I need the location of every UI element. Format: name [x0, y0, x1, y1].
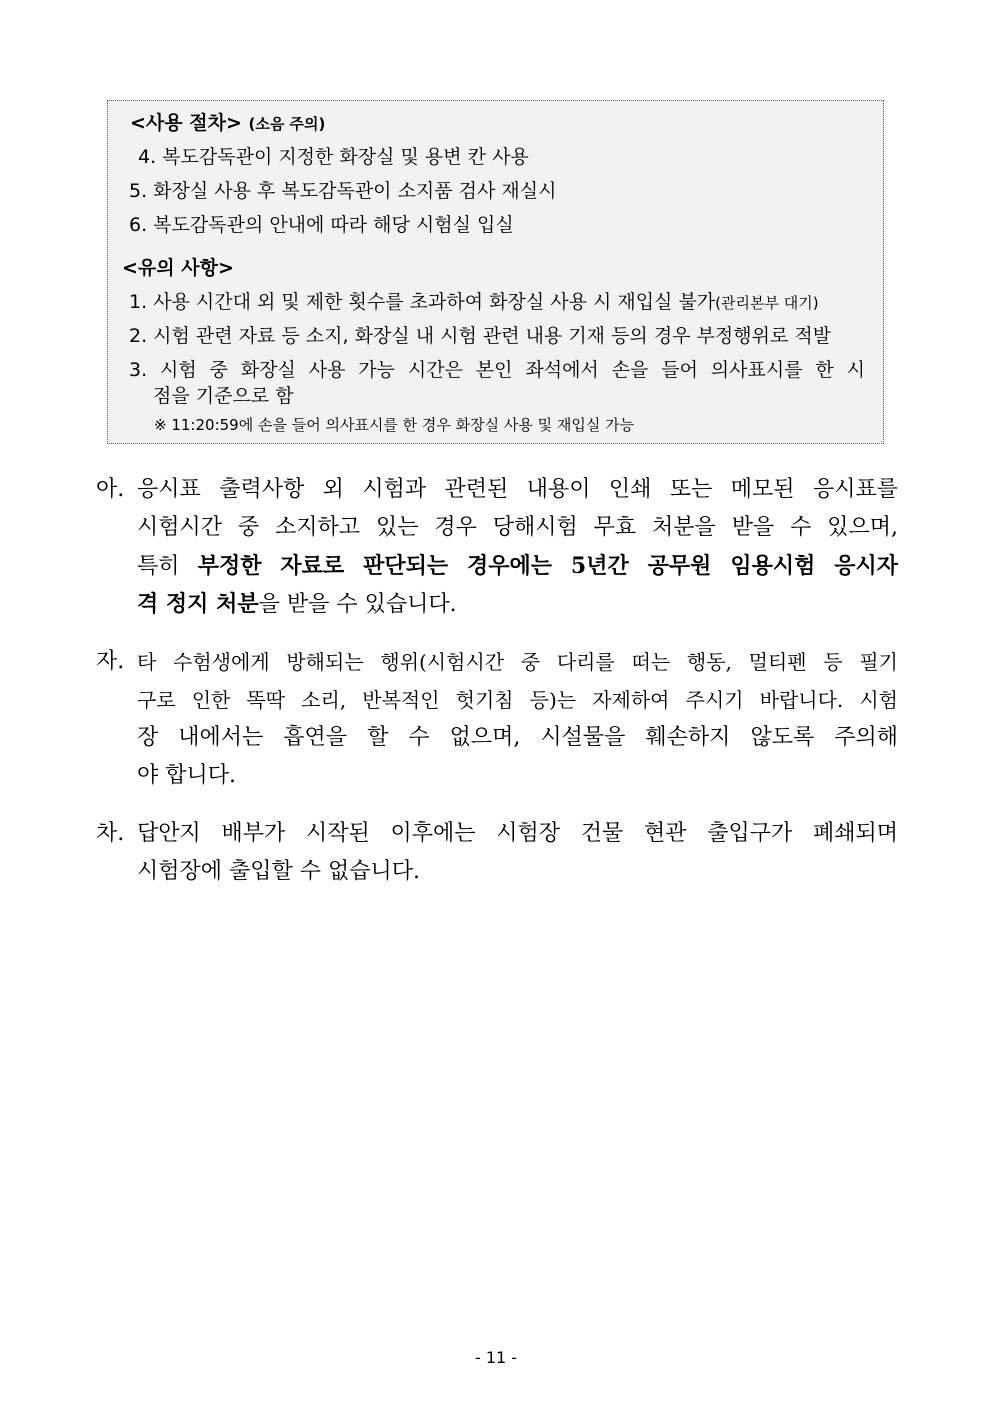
- paragraph-b-row-4: [96, 757, 898, 795]
- caution-item-1-suffix: (관리본부 대기): [715, 294, 819, 312]
- paragraph-c-row-2: [96, 853, 898, 891]
- caution-item-1: [129, 290, 819, 315]
- procedure-heading-text: <사용 절차>: [130, 112, 242, 134]
- paragraph-b-row-3: [96, 719, 898, 757]
- procedure-note: (소음 주의): [248, 115, 326, 133]
- paragraph-c-label: 차.: [96, 821, 125, 846]
- paragraph-b-line-2: 구로 인한 똑딱 소리, 반복적인 헛기침 등)는 자제하여 주시기 바랍니다. 시험: [137, 688, 898, 712]
- paragraph-a-row-2: [96, 509, 898, 547]
- paragraph-c-line-1: 답안지 배부가 시작된 이후에는 시험장 건물 현관 출입구가 폐쇄되며: [137, 821, 898, 846]
- caution-item-1-text: 1. 사용 시간대 외 및 제한 횟수를 초과하여 화장실 사용 시 재입실 불가: [129, 291, 716, 313]
- paragraph-a-line-4: [137, 585, 898, 624]
- paragraph-a-line-3-bold: 부정한 자료로 판단되는 경우에는 5년간 공무원 임용시험 응시자: [197, 553, 898, 579]
- page-number: - 11 -: [474, 1348, 518, 1367]
- paragraph-b-row-1: [96, 643, 898, 681]
- paragraph-a-line-4-plain: 을 받을 수 있습니다.: [258, 592, 457, 617]
- paragraph-c-row-1: [96, 815, 898, 853]
- paragraph-b-line-1: 타 수험생에게 방해되는 행위(시험시간 중 다리를 떠는 행동, 멀티펜 등 필기: [137, 650, 898, 674]
- paragraph-a-row-1: [96, 471, 898, 509]
- caution-item-3-note: ※ 11:20:59에 손을 들어 의사표시를 한 경우 화장실 사용 및 재입실 가능: [154, 416, 635, 434]
- procedure-heading: [130, 111, 325, 136]
- paragraph-a-row-3: [96, 547, 898, 585]
- paragraph-b-line-4: 야 합니다.: [137, 763, 236, 788]
- paragraph-a-row-4: [96, 585, 898, 623]
- paragraph-a-line-1: 응시표 출력사항 외 시험과 관련된 내용이 인쇄 또는 메모된 응시표를: [137, 477, 898, 502]
- paragraph-b-line-3: 장 내에서는 흡연을 할 수 없으며, 시설물을 훼손하지 않도록 주의해: [137, 725, 898, 750]
- paragraph-b-label: 자.: [96, 649, 125, 674]
- paragraph-a: [96, 471, 898, 623]
- caution-heading: <유의 사항>: [122, 257, 234, 279]
- restroom-notice-box: [107, 100, 884, 444]
- caution-item-3-line1: 3. 시험 중 화장실 사용 가능 시간은 본인 좌석에서 손을 들어 의사표시를 한 시: [129, 359, 865, 381]
- paragraph-b: [96, 643, 898, 795]
- paragraph-a-line-3: [137, 547, 898, 586]
- paragraph-a-line-3-plain: 특히: [137, 554, 198, 579]
- procedure-item-4: 4. 복도감독관이 지정한 화장실 및 용변 칸 사용: [138, 146, 529, 168]
- paragraph-c: [96, 815, 898, 891]
- procedure-item-5: 5. 화장실 사용 후 복도감독관이 소지품 검사 재실시: [129, 180, 557, 202]
- paragraph-c-line-2: 시험장에 출입할 수 없습니다.: [137, 859, 420, 884]
- paragraph-a-label: 아.: [96, 477, 125, 502]
- paragraph-b-row-2: [96, 681, 898, 719]
- caution-item-3-line2: 점을 기준으로 함: [153, 385, 294, 407]
- paragraph-a-line-4-bold: 격 정지 처분: [137, 591, 259, 617]
- paragraph-a-line-2: 시험시간 중 소지하고 있는 경우 당해시험 무효 처분을 받을 수 있으며,: [137, 515, 898, 540]
- procedure-item-6: 6. 복도감독관의 안내에 따라 해당 시험실 입실: [129, 214, 514, 236]
- caution-item-2: 2. 시험 관련 자료 등 소지, 화장실 내 시험 관련 내용 기재 등의 경우 부정행위로 적발: [129, 325, 832, 347]
